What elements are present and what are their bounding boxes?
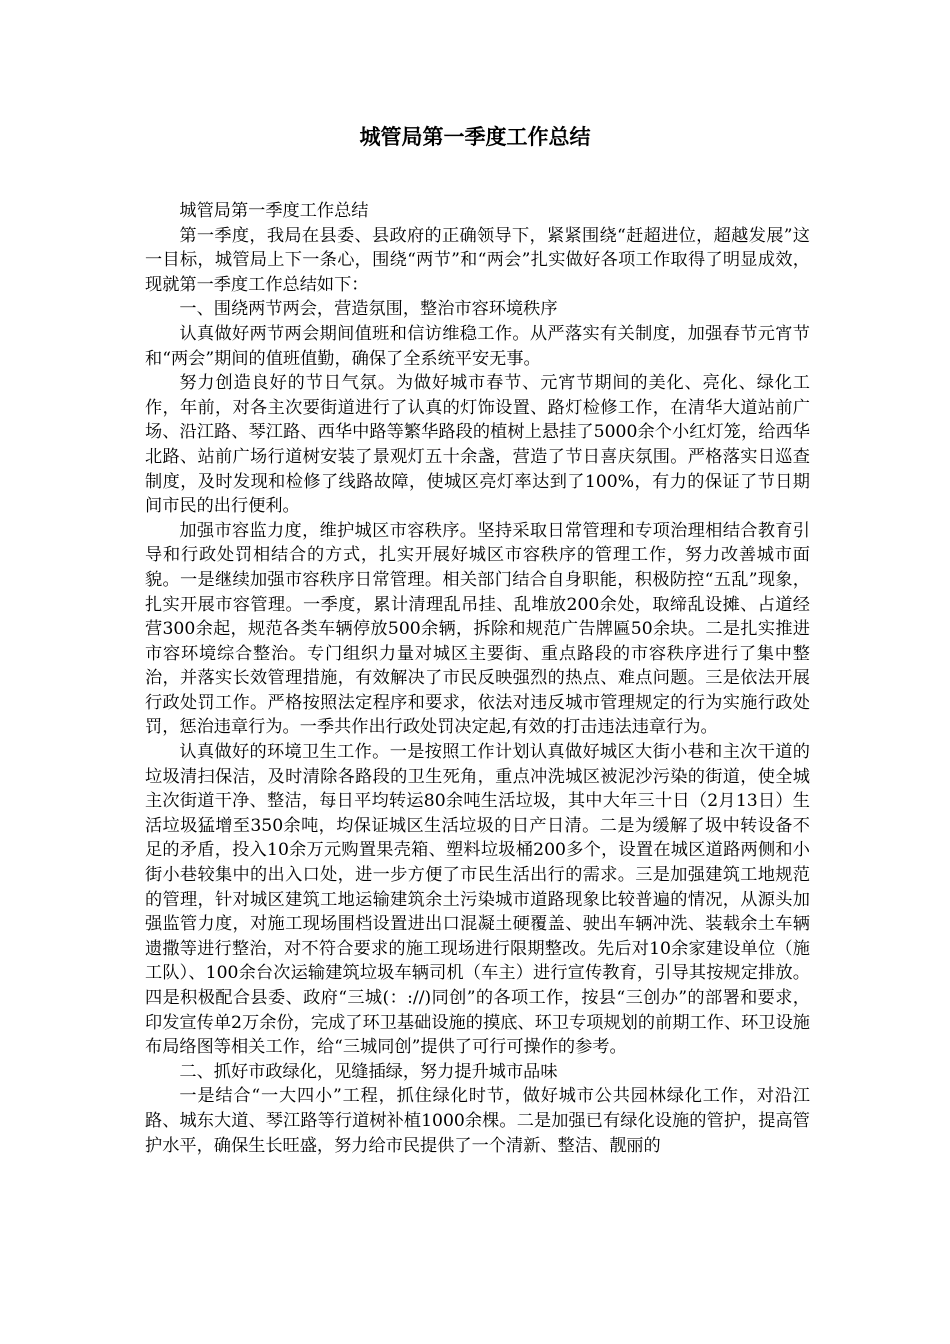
paragraph: 认真做好两节两会期间值班和信访维稳工作。从严落实有关制度，加强春节元宵节和“两会”期间的值班值勤，确保了全系统平安无事。 (145, 323, 810, 369)
section-heading-2: 二、抓好市政绿化，见缝插绿，努力提升城市品味 (179, 1061, 558, 1082)
section-heading-1: 一、围绕两节两会，营造氛围，整治市容环境秩序 (179, 299, 558, 320)
paragraph: 认真做好的环境卫生工作。一是按照工作计划认真做好城区大街小巷和主次干道的垃圾清扫保洁，及时清除各路段的卫生死角，重点冲洗城区被泥沙污染的街道，使全城主次街道干净、整洁，每日平均转运80余吨生活垃圾，其中大年三十日（2月13日）生活垃圾猛增至350余吨，均保证城区生活垃圾的日产日清。二是为缓解了圾中转设备不足的矛盾，投入10余万元购置果壳箱、塑料垃圾桶200多个，设置在城区道路两侧和小街小巷较集中的出入口处，进一步方便了市民生活出行的需求。三是加强建筑工地规范的管理，针对城区建筑工地运输建筑余土污染城市道路现象比较普遍的情况，从源头加强监管力度，对施工现场围档设置进出口混凝土硬覆盖、驶出车辆冲洗、装载余土车辆遗撒等进行整治，对不符合要求的施工现场进行限期整改。先后对10余家建设单位（施工队）、100余台次运输建筑垃圾车辆司机（车主）进行宣传教育，引导其按规定排放。四是积极配合县委、政府“三城(：://)同创”的各项工作，按县“三创办”的部署和要求，印发宣传单2万余份，完成了环卫基础设施的摸底、环卫专项规划的前期工作、环卫设施布局络图等相关工作，给“三城同创”提供了可行可操作的参考。 (145, 742, 810, 1058)
paragraph: 一是结合“一大四小”工程，抓住绿化时节，做好城市公共园林绿化工作，对沿江路、城东大道、琴江路等行道树补植1000余棵。二是加强已有绿化设施的管护，提高管护水平，确保生长旺盛，努力给市民提供了一个清新、整洁、靓丽的 (145, 1086, 810, 1156)
paragraph-subtitle: 城管局第一季度工作总结 (179, 201, 369, 221)
paragraph-intro: 第一季度，我局在县委、县政府的正确领导下，紧紧围绕“赶超进位，超越发展”这一目标，城管局上下一条心，围绕“两节”和“两会”扎实做好各项工作取得了明显成效，现就第一季度工作总结如下： (145, 225, 810, 295)
document-title: 城管局第一季度工作总结 (359, 125, 591, 149)
document-body (145, 199, 810, 1158)
paragraph: 努力创造良好的节日气氛。为做好城市春节、元宵节期间的美化、亮化、绿化工作，年前，对各主次要街道进行了认真的灯饰设置、路灯检修工作，在清华大道站前广场、沿江路、琴江路、西华中路等繁华路段的植树上悬挂了5000余个小红灯笼，给西华北路、站前广场行道树安装了景观灯五十余盏，营造了节日喜庆氛围。严格落实日巡查制度，及时发现和检修了线路故障，使城区亮灯率达到了100%，有力的保证了节日期间市民的出行便利。 (145, 373, 810, 517)
paragraph: 加强市容监力度，维护城区市容秩序。坚持采取日常管理和专项治理相结合教育引导和行政处罚相结合的方式，扎实开展好城区市容秩序的管理工作，努力改善城市面貌。一是继续加强市容秩序日常管理。相关部门结合自身职能，积极防控“五乱”现象，扎实开展市容管理。一季度，累计清理乱吊挂、乱堆放200余处，取缔乱设摊、占道经营300余起，规范各类车辆停放500余辆，拆除和规范广告牌匾50余块。二是扎实推进市容环境综合整治。专门组织力量对城区主要街、重点路段的市容秩序进行了集中整治，并落实长效管理措施，有效解决了市民反映强烈的热点、难点问题。三是依法开展行政处罚工作。严格按照法定程序和要求，依法对违反城市管理规定的行为实施行政处罚，惩治违章行为。一季共作出行政处罚决定起,有效的打击违法违章行为。 (145, 520, 810, 738)
